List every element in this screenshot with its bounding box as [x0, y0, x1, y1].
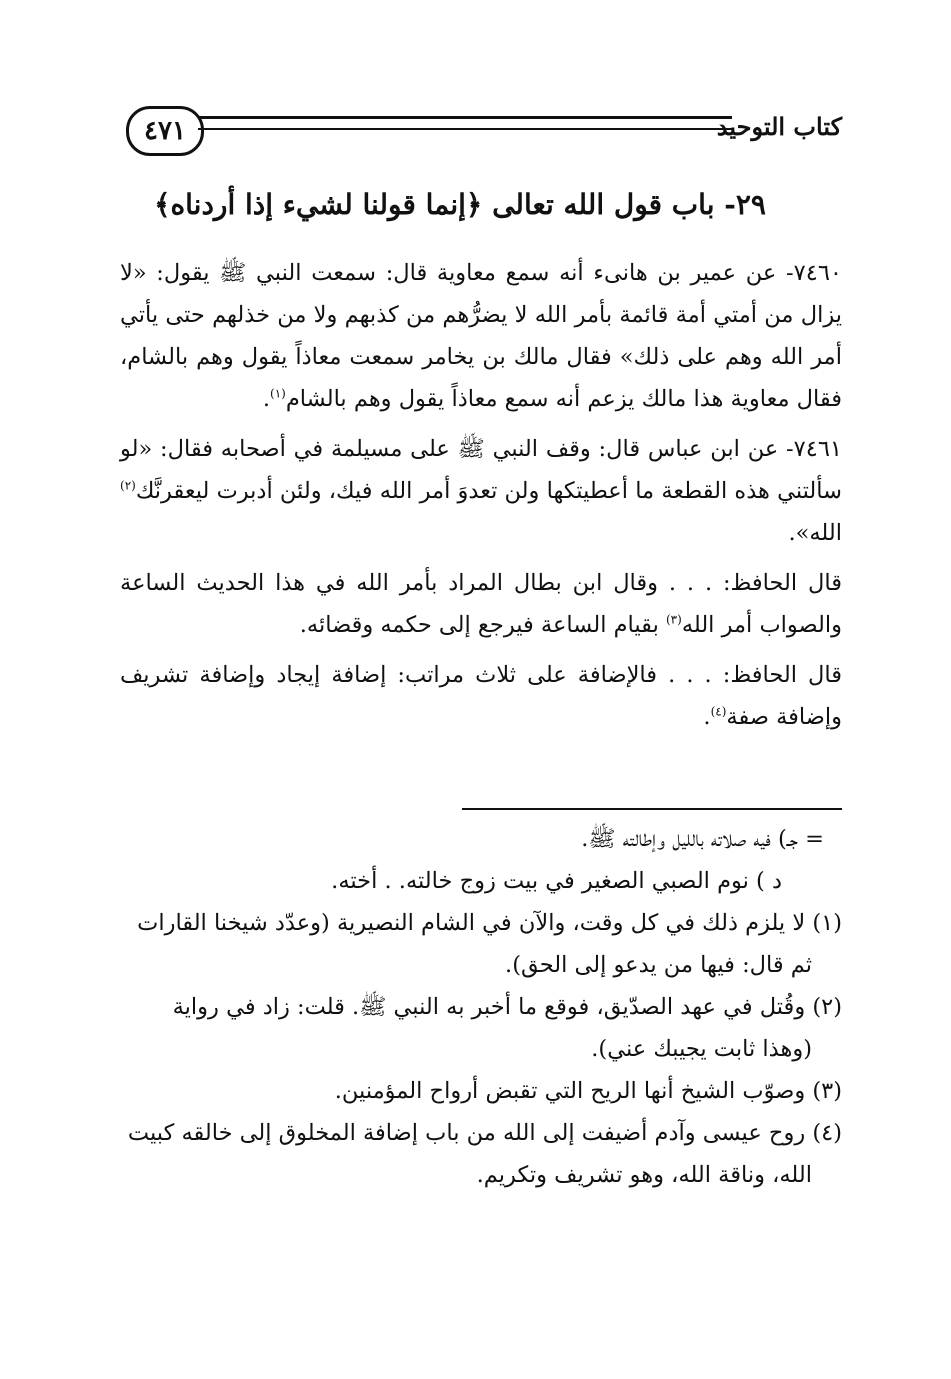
footnote-ref: (٤) [710, 704, 727, 719]
header-rule-thin [198, 128, 732, 130]
footnotes-section [120, 808, 842, 1196]
footnote: (٤) روح عيسى وآدم أضيفت إلى الله من باب إضافة المخلوق إلى خالقه كبيت الله، وناقة الله، وهو تشريف وتكريم. [127, 1120, 842, 1188]
footnote-continuation: = جـ) فيه صلاته بالليل وإطالته ﷺ. [581, 826, 824, 852]
hadith-paragraph: ٧٤٦١- عن ابن عباس قال: وقف النبي ﷺ على مسيلمة في أصحابه فقال: «لو سألتني هذه القطعة ما أعطيتكها ولن تعدوَ أمر الله فيك، ولئن أدبرت ليعقرنَّك$^{(٢)}$ الله». [120, 436, 842, 546]
footnote: (٣) وصوّب الشيخ أنها الريح التي تقبض أرواح المؤمنين. [334, 1078, 842, 1104]
page-header [120, 100, 842, 162]
commentary-paragraph: قال الحافظ: . . . وقال ابن بطال المراد بأمر الله في هذا الحديث الساعة والصواب أمر الله$^{(٣)}$ بقيام الساعة فيرجع إلى حكمه وقضائه. [120, 570, 842, 638]
book-title: كتاب التوحيد [716, 112, 842, 141]
footnote-ref: (٢) [120, 478, 136, 493]
chapter-heading: ٢٩- باب قول الله تعالى ﴿إنما قولنا لشيء إذا أردناه﴾ [154, 188, 766, 221]
footnote: (١) لا يلزم ذلك في كل وقت، والآن في الشام النصيرية (وعدّد شيخنا القارات ثم قال: فيها من يدعو إلى الحق). [137, 910, 842, 978]
footnote-ref: (١) [270, 386, 286, 401]
footnote-continuation: د ) نوم الصبي الصغير في بيت زوج خالته. . أخته. [331, 868, 782, 894]
footnote-ref: (٣) [665, 612, 682, 627]
footnote: (٢) وقُتل في عهد الصدّيق، فوقع ما أخبر به النبي ﷺ. قلت: زاد في رواية (وهذا ثابت يجيبك عني). [172, 994, 842, 1062]
header-rule [198, 116, 732, 119]
main-text [120, 252, 842, 746]
hadith-paragraph: ٧٤٦٠- عن عمير بن هانىء أنه سمع معاوية قال: سمعت النبي ﷺ يقول: «لا يزال من أمتي أمة قائمة بأمر الله لا يضرُّهم من كذبهم ولا من خذلهم حتى يأتي أمر الله وهم على ذلك» فقال مالك بن يخامر سمعت معاذاً يقول وهم بالشام، فقال معاوية هذا مالك يزعم أنه سمع معاذاً يقول وهم بالشام$^{(١)}$. [120, 260, 842, 412]
footnote-divider [462, 808, 842, 810]
commentary-paragraph: قال الحافظ: . . . فالإضافة على ثلاث مراتب: إضافة إيجاد وإضافة تشريف وإضافة صفة$^{(٤)}$. [120, 662, 842, 730]
page-number: ٤٧١ [126, 106, 204, 156]
